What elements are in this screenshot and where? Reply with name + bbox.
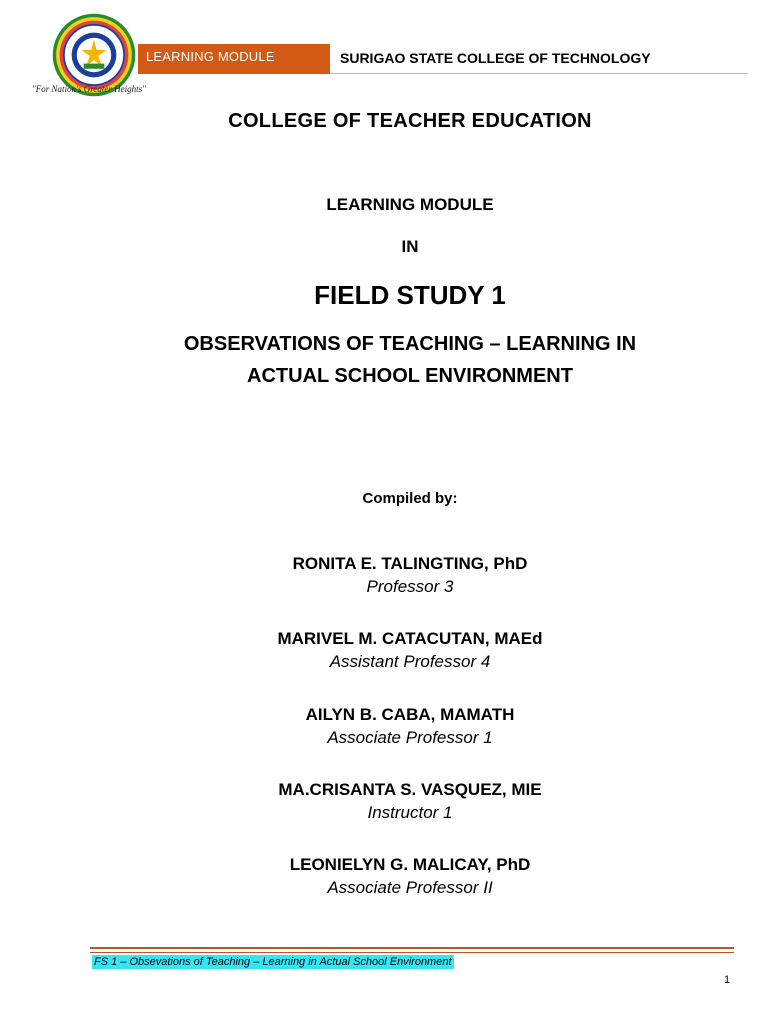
author-block	[0, 779, 768, 825]
module-label: LEARNING MODULE	[326, 195, 494, 214]
subtitle-line-2: ACTUAL SCHOOL ENVIRONMENT	[247, 365, 573, 387]
author-name: AILYN B. CABA, MAMATH	[305, 705, 515, 724]
author-block	[0, 854, 768, 900]
author-role: Professor 3	[366, 577, 454, 596]
college-motto: "For Nation's Greater Heights"	[32, 84, 146, 94]
course-title: FIELD STUDY 1	[314, 280, 506, 310]
school-name: SURIGAO STATE COLLEGE OF TECHNOLOGY	[340, 50, 651, 66]
page-number: 1	[724, 974, 731, 986]
course-subtitle	[0, 328, 768, 392]
footer-course-title: FS 1 – Obsevations of Teaching – Learning in Actual School Environment	[94, 956, 452, 968]
author-role: Associate Professor II	[327, 878, 493, 897]
author-name: MARIVEL M. CATACUTAN, MAEd	[277, 629, 543, 648]
author-block	[0, 704, 768, 750]
author-role: Associate Professor 1	[327, 728, 493, 747]
author-block	[0, 628, 768, 674]
college-title: COLLEGE OF TEACHER EDUCATION	[228, 110, 592, 132]
subtitle-line-1: OBSERVATIONS OF TEACHING – LEARNING IN	[183, 333, 637, 355]
author-block	[0, 553, 768, 599]
footer-rule-thin	[90, 952, 734, 953]
header-divider	[330, 73, 748, 74]
learning-module-tag: LEARNING MODULE	[138, 44, 330, 74]
compiled-by-label: Compiled by:	[362, 490, 458, 507]
author-role: Assistant Professor 4	[329, 652, 491, 671]
author-name: RONITA E. TALINGTING, PhD	[292, 554, 528, 573]
author-name: LEONIELYN G. MALICAY, PhD	[289, 855, 531, 874]
author-name: MA.CRISANTA S. VASQUEZ, MIE	[278, 780, 542, 799]
in-label: IN	[401, 237, 419, 256]
footer-rule-thick	[90, 947, 734, 949]
author-role: Instructor 1	[367, 803, 453, 822]
